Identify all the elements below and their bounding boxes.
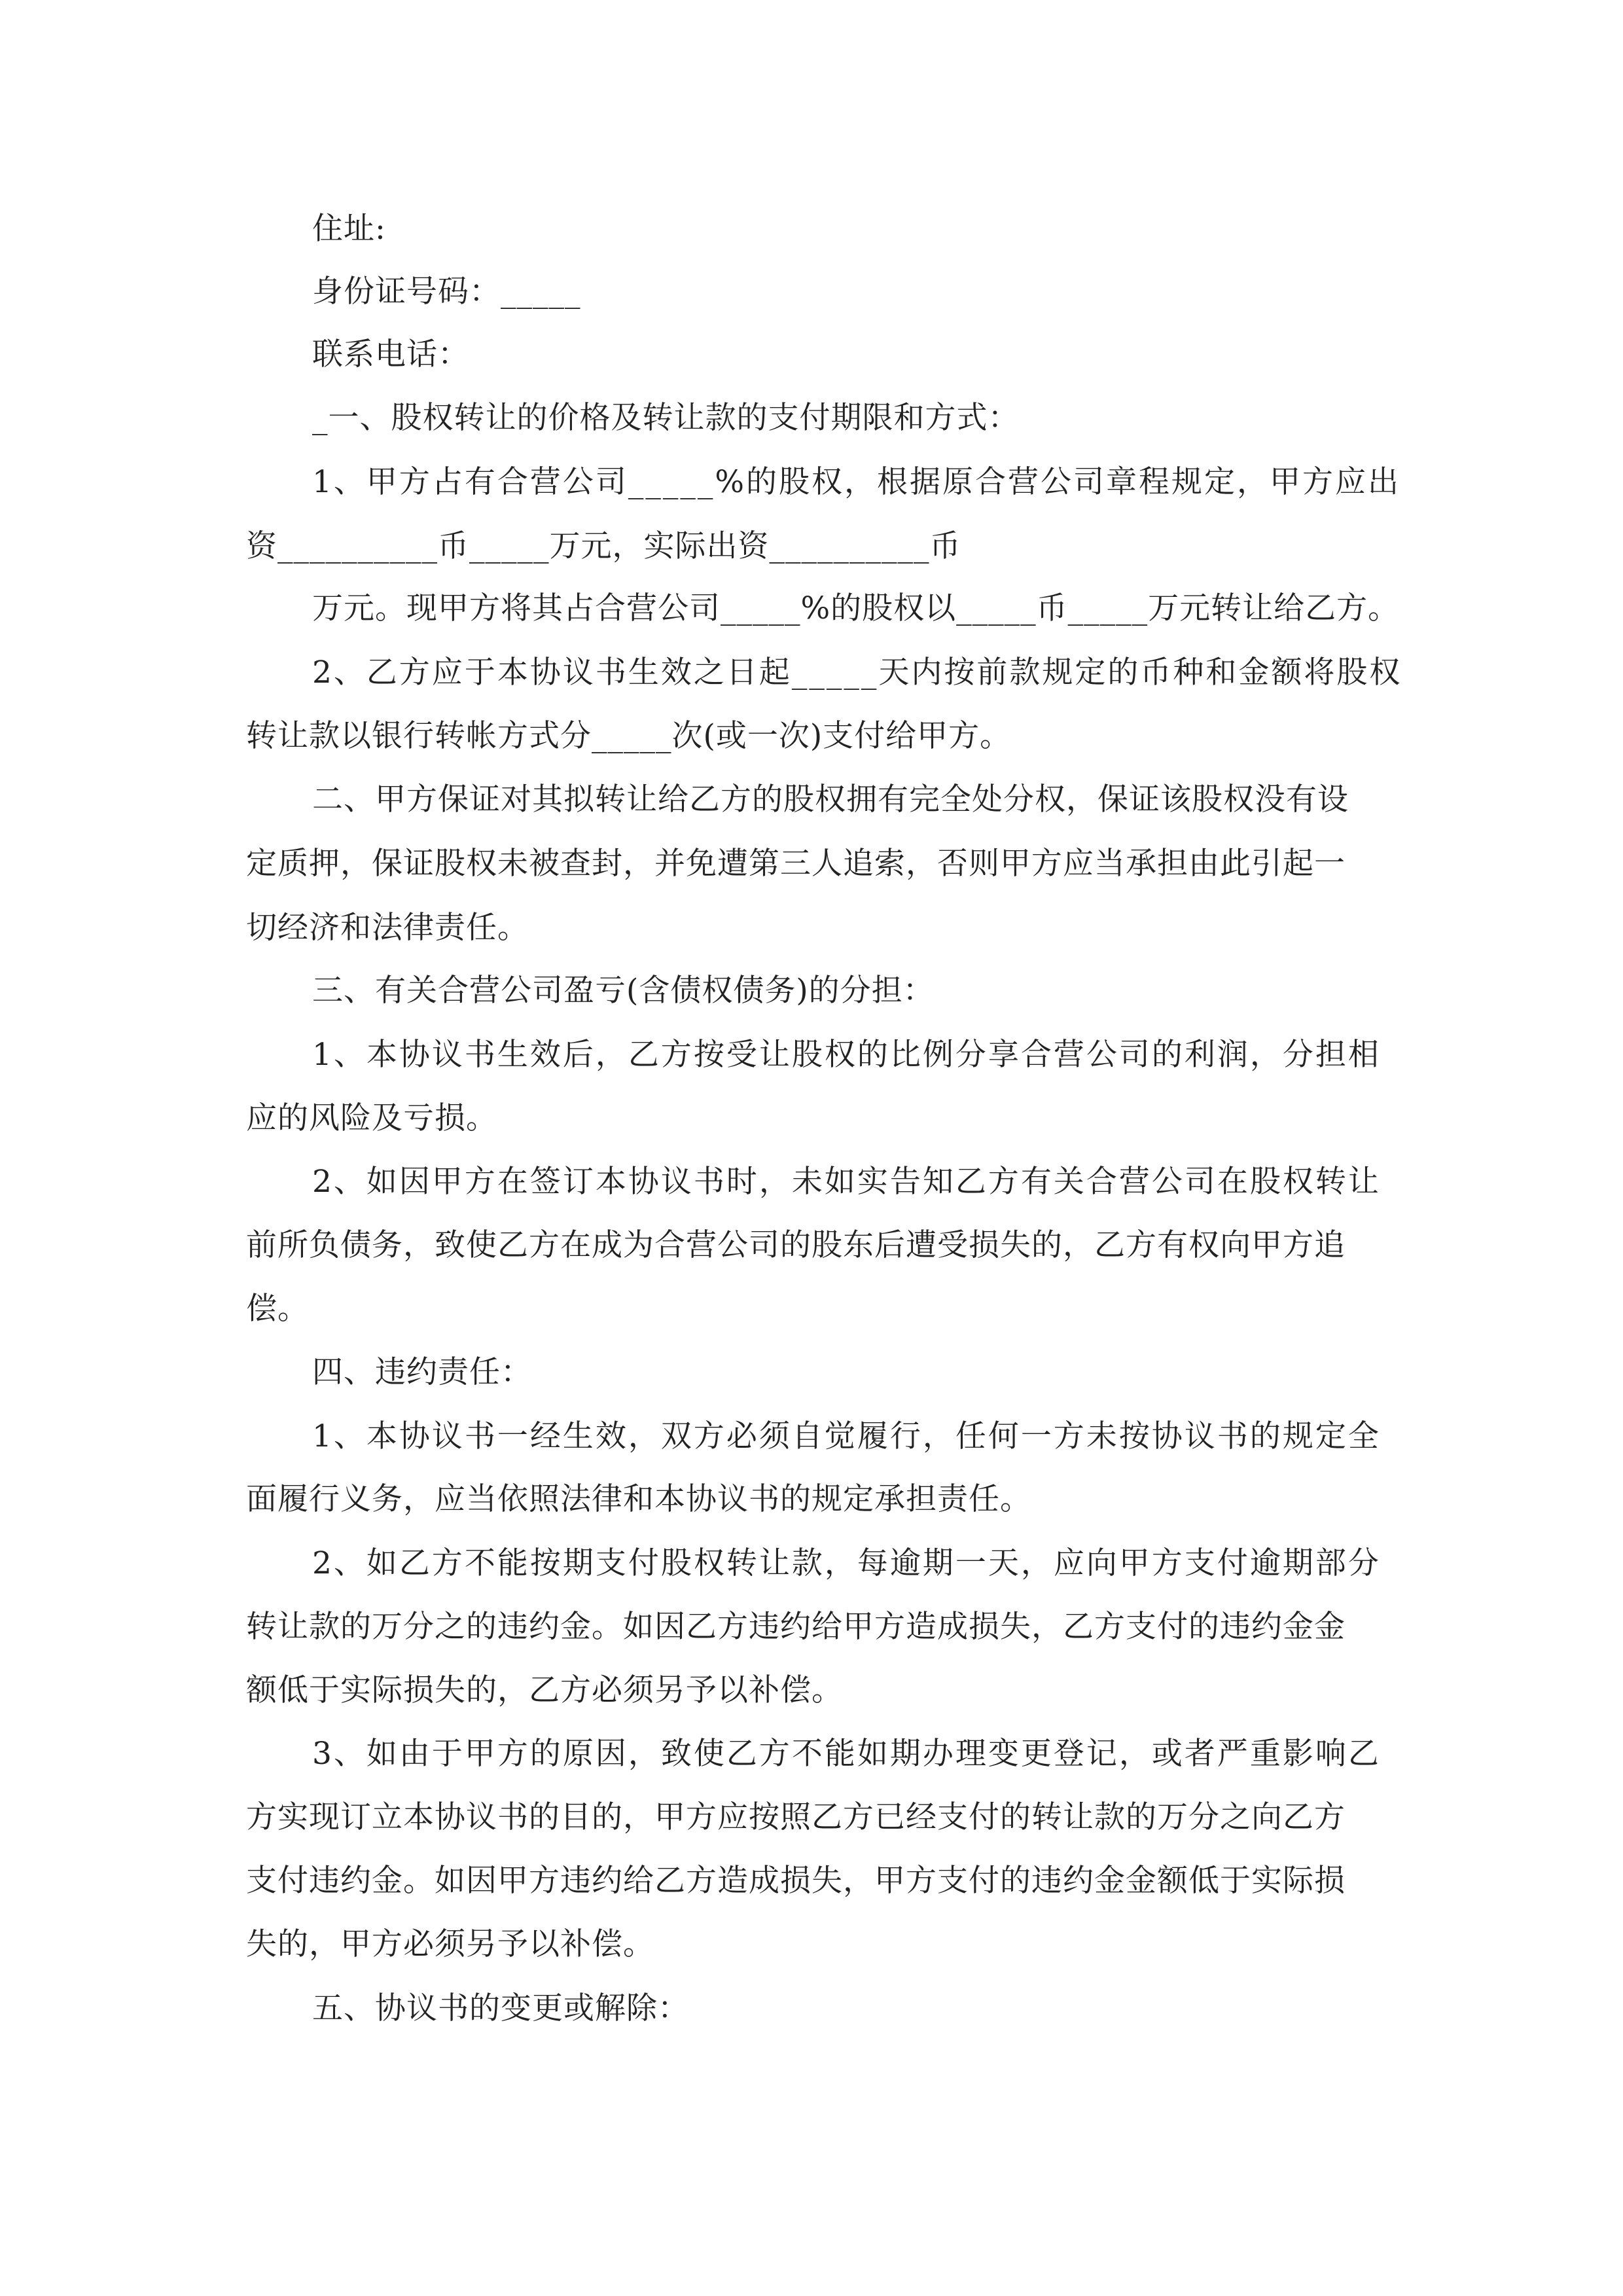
text-line: 联系电话： — [312, 336, 469, 372]
text-line: 万元。现甲方将其占合营公司_____%的股权以_____币_____万元转让给乙方。 — [312, 590, 1400, 626]
text-line: 失的，甲方必须另予以补偿。 — [246, 1926, 654, 1962]
text-line: 额低于实际损失的，乙方必须另予以补偿。 — [246, 1672, 843, 1708]
text-line: 转让款的万分之的违约金。如因乙方违约给甲方造成损失，乙方支付的违约金金 — [246, 1609, 1346, 1645]
text-line: 五、协议书的变更或解除： — [312, 1990, 689, 2026]
text-line: 3、如由于甲方的原因，致使乙方不能如期办理变更登记，或者严重影响乙 — [312, 1736, 1381, 1772]
text-line: 1、本协议书一经生效，双方必须自觉履行，任何一方未按协议书的规定全 — [312, 1418, 1381, 1454]
text-line: 支付违约金。如因甲方违约给乙方造成损失，甲方支付的违约金金额低于实际损 — [246, 1863, 1346, 1899]
text-line: 2、乙方应于本协议书生效之日起_____天内按前款规定的币种和金额将股权 — [312, 655, 1402, 691]
text-line: 转让款以银行转帐方式分_____次(或一次)支付给甲方。 — [246, 718, 1012, 754]
text-line: 方实现订立本协议书的目的，甲方应按照乙方已经支付的转让款的万分之向乙方 — [246, 1799, 1346, 1835]
text-line: 1、甲方占有合营公司_____%的股权，根据原合营公司章程规定，甲方应出 — [312, 464, 1401, 500]
text-line: 1、本协议书生效后，乙方按受让股权的比例分享合营公司的利润，分担相 — [312, 1037, 1381, 1073]
text-line: 四、违约责任： — [312, 1354, 532, 1390]
text-line: 偿。 — [246, 1291, 309, 1327]
text-line: 应的风险及亏损。 — [246, 1100, 497, 1136]
text-line: 2、如乙方不能按期支付股权转让款，每逾期一天，应向甲方支付逾期部分 — [312, 1545, 1381, 1581]
text-line: 资__________币_____万元，实际出资__________币 — [246, 528, 961, 564]
text-line: 住址: — [312, 211, 386, 247]
text-line: _一、股权转让的价格及转让款的支付期限和方式： — [312, 400, 1020, 436]
text-line: 二、甲方保证对其拟转让给乙方的股权拥有完全处分权，保证该股权没有设 — [312, 781, 1349, 817]
text-line: 三、有关合营公司盈亏(含债权债务)的分担： — [312, 973, 935, 1009]
text-line: 2、如因甲方在签订本协议书时，未如实告知乙方有关合营公司在股权转让 — [312, 1164, 1381, 1200]
text-line: 切经济和法律责任。 — [246, 910, 529, 946]
text-line: 定质押，保证股权未被查封，并免遭第三人追索，否则甲方应当承担由此引起一 — [246, 846, 1346, 882]
text-line: 身份证号码：_____ — [312, 274, 581, 310]
text-line: 面履行义务，应当依照法律和本协议书的规定承担责任。 — [246, 1481, 1031, 1517]
text-line: 前所负债务，致使乙方在成为合营公司的股东后遭受损失的，乙方有权向甲方追 — [246, 1227, 1346, 1263]
